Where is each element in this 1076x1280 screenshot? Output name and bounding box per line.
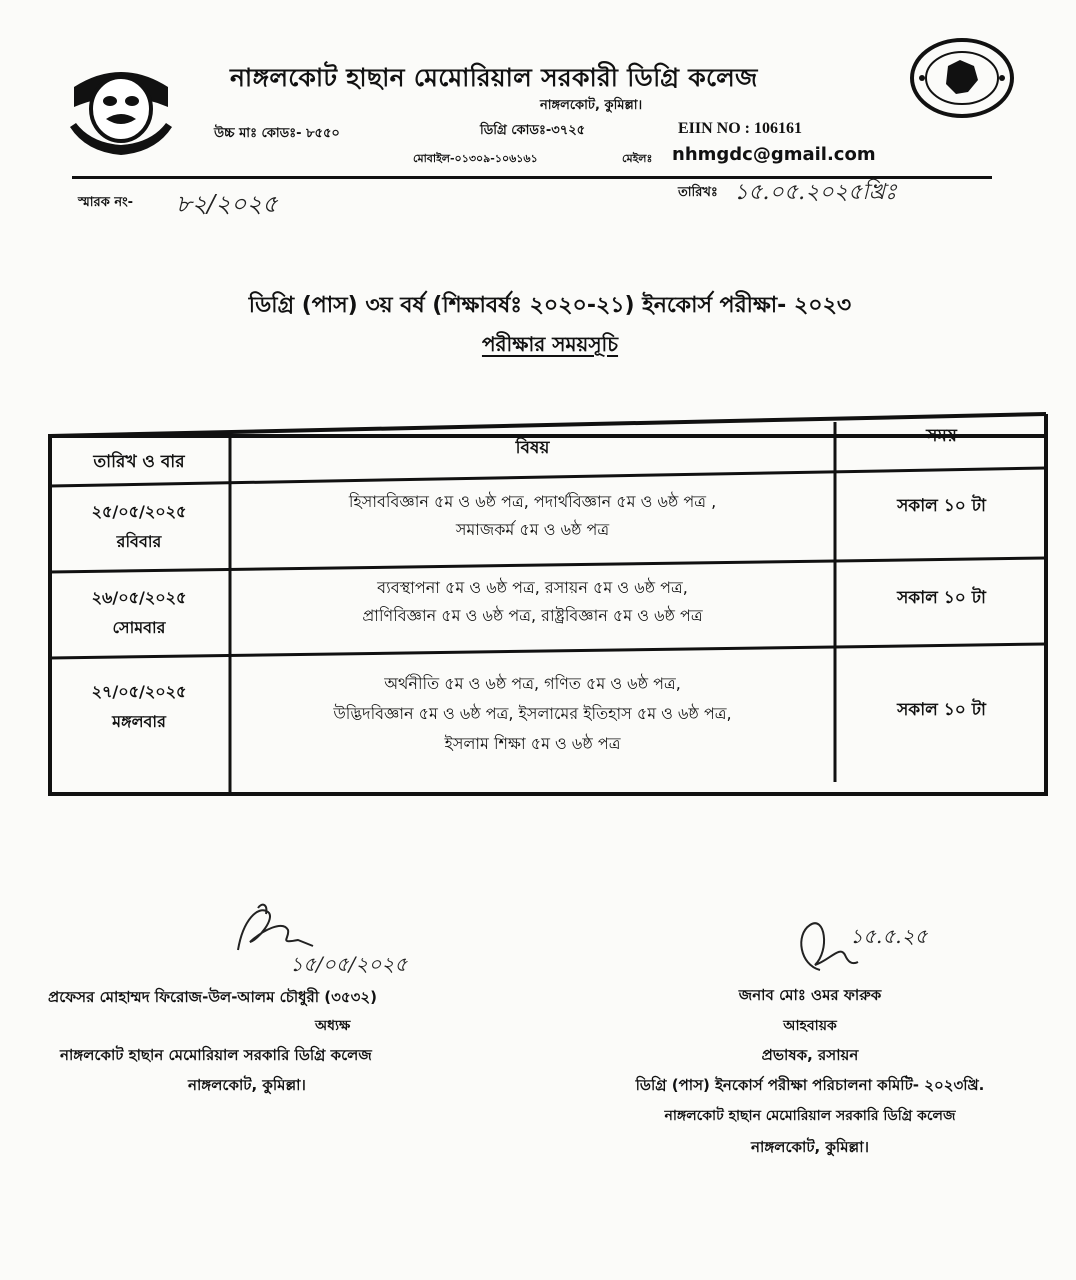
- principal-place: নাঙ্গলকোট, কুমিল্লা।: [188, 1076, 306, 1094]
- row-date: ২৫/০৫/২০২৫: [91, 502, 187, 521]
- row-subjects-line: ব্যবস্থাপনা ৫ম ও ৬ষ্ঠ পত্র, রসায়ন ৫ম ও ৬ষ্ঠ পত্র,: [377, 578, 688, 597]
- row-subjects-line: ইসলাম শিক্ষা ৫ম ও ৬ষ্ঠ পত্র: [444, 734, 621, 753]
- convener-role: আহবায়ক: [783, 1018, 837, 1034]
- memo-number: ৮২/২০২৫: [176, 190, 278, 218]
- college-logo-icon: [66, 57, 176, 159]
- schedule-title-text: পরীক্ষার সময়সূচি: [481, 332, 619, 356]
- row-subjects-line: অর্থনীতি ৫ম ও ৬ষ্ঠ পত্র, গণিত ৫ম ও ৬ষ্ঠ পত্র,: [384, 674, 681, 693]
- principal-college: নাঙ্গলকোট হাছান মেমোরিয়াল সরকারি ডিগ্রি কলেজ: [60, 1046, 372, 1064]
- issue-date: ১৫.০৫.২০২৫খ্রিঃ: [734, 180, 897, 205]
- higher-secondary-code: উচ্চ মাঃ কোডঃ- ৮৫৫০: [214, 126, 340, 141]
- row-day: মঙ্গলবার: [112, 712, 166, 731]
- header-date: তারিখ ও বার: [93, 452, 185, 472]
- convener-committee: ডিগ্রি (পাস) ইনকোর্স পরীক্ষা পরিচালনা কমিটি- ২০২৩খ্রি.: [635, 1076, 985, 1094]
- email-address: nhmgdc@gmail.com: [672, 144, 876, 165]
- convener-college: নাঙ্গলকোট হাছান মেমোরিয়াল সরকারি ডিগ্রি কলেজ: [664, 1108, 956, 1124]
- principal-signature-date: ১৫/০৫/২০২৫: [290, 952, 408, 976]
- row-date: ২৭/০৫/২০২৫: [91, 682, 187, 701]
- schedule-title: [0, 330, 1076, 363]
- principal-title: অধ্যক্ষ: [315, 1018, 351, 1034]
- exam-title: ডিগ্রি (পাস) ৩য় বর্ষ (শিক্ষাবর্ষঃ ২০২০-২১) ইনকোর্স পরীক্ষা- ২০২৩: [248, 293, 852, 318]
- row-date: ২৬/০৫/২০২৫: [91, 588, 187, 607]
- row-day: সোমবার: [112, 618, 166, 637]
- convener-place: নাঙ্গলকোট, কুমিল্লা।: [751, 1138, 869, 1156]
- row-time: সকাল ১০ টা: [897, 700, 986, 720]
- row-subjects-line: হিসাববিজ্ঞান ৫ম ও ৬ষ্ঠ পত্র, পদার্থবিজ্ঞান ৫ম ও ৬ষ্ঠ পত্র ,: [348, 492, 717, 511]
- government-seal-icon: [908, 36, 1016, 120]
- college-name: নাঙ্গলকোট হাছান মেমোরিয়াল সরকারী ডিগ্রি কলেজ: [230, 63, 758, 92]
- principal-name: প্রফেসর মোহাম্মদ ফিরোজ-উল-আলম চৌধুরী (৩৫৩২): [48, 988, 377, 1006]
- schedule-table: [48, 412, 1048, 796]
- row-subjects-line: সমাজকর্ম ৫ম ও ৬ষ্ঠ পত্র: [455, 520, 610, 539]
- eiin-number: EIIN NO : 106161: [678, 120, 803, 137]
- row-time: সকাল ১০ টা: [897, 588, 986, 608]
- email-label: মেইলঃ: [622, 152, 653, 165]
- header-time: সময়: [926, 426, 957, 446]
- date-label: তারিখঃ: [678, 185, 718, 200]
- header-subject: বিষয়: [515, 438, 550, 458]
- convener-signature-date: ১৫.৫.২৫: [850, 924, 928, 948]
- row-subjects-line: প্রাণিবিজ্ঞান ৫ম ও ৬ষ্ঠ পত্র, রাষ্ট্রবিজ্ঞান ৫ম ও ৬ষ্ঠ পত্র: [362, 606, 703, 625]
- row-subjects-line: উদ্ভিদবিজ্ঞান ৫ম ও ৬ষ্ঠ পত্র, ইসলামের ইতিহাস ৫ম ও ৬ষ্ঠ পত্র,: [333, 704, 732, 723]
- convener-name: জনাব মোঃ ওমর ফারুক: [738, 986, 882, 1004]
- row-day: রবিবার: [116, 532, 162, 551]
- mobile-number: মোবাইল-০১৩০৯-১০৬১৬১: [413, 152, 538, 165]
- row-time: সকাল ১০ টা: [897, 496, 986, 516]
- memo-label: স্মারক নং-: [78, 195, 134, 210]
- college-address: নাঙ্গলকোট, কুমিল্লা।: [540, 98, 643, 113]
- degree-code: ডিগ্রি কোডঃ-৩৭২৫: [480, 123, 586, 138]
- convener-designation: প্রভাষক, রসায়ন: [761, 1046, 859, 1064]
